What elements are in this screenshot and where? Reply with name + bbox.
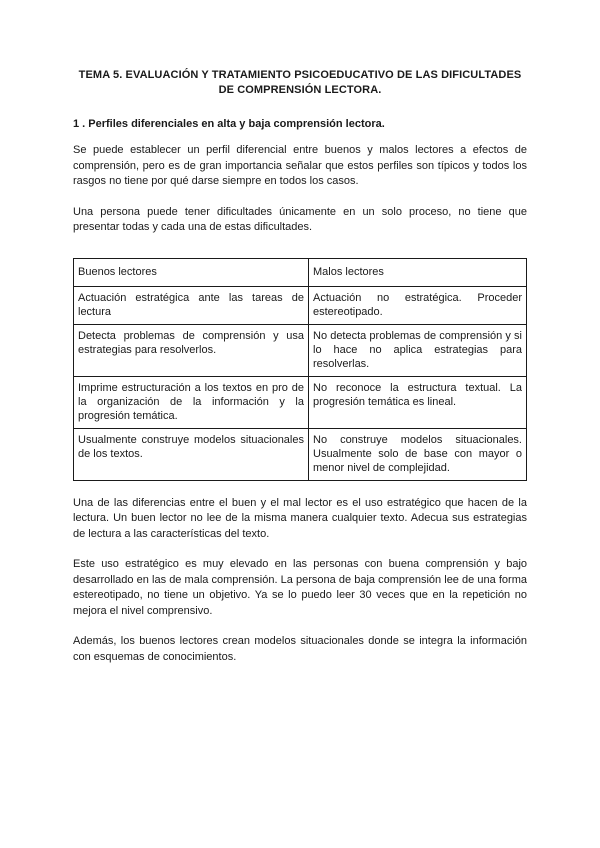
- table-cell-good: Usualmente construye modelos situacionales de los textos.: [74, 428, 309, 480]
- table-row: [74, 428, 527, 480]
- title-line-2: DE COMPRENSIÓN LECTORA.: [218, 84, 382, 96]
- table-cell-poor: Actuación no estratégica. Proceder estereotipado.: [309, 286, 527, 324]
- document-title: [73, 68, 527, 98]
- document-page: [73, 68, 527, 680]
- table-cell-poor: No reconoce la estructura textual. La progresión temática es lineal.: [309, 376, 527, 428]
- table-cell-poor: No construye modelos situacionales. Usualmente solo de base con mayor o menor nivel de complejidad.: [309, 428, 527, 480]
- table-row: [74, 324, 527, 376]
- table-header-row: [74, 258, 527, 286]
- reader-profiles-table: [73, 258, 527, 481]
- table-row: [74, 376, 527, 428]
- header-good-readers: Buenos lectores: [74, 258, 309, 286]
- paragraph-comprehension-levels: Este uso estratégico es muy elevado en las personas con buena comprensión y bajo desarrollado en las de mala comprensión. La persona de baja comprensión lee de una forma estereotipado, no tiene un objetivo. Ya se lo puedo leer 30 veces que en la repetición no mejora el nivel comprensivo.: [73, 558, 527, 617]
- paragraph-intro: Se puede establecer un perfil diferencial entre buenos y malos lectores a efectos de comprensión, pero es de gran importancia señalar que estos perfiles son típicos y todos los rasgos no tiene por qué darse siempre en todos los casos.: [73, 144, 527, 187]
- header-poor-readers: Malos lectores: [309, 258, 527, 286]
- table-cell-good: Actuación estratégica ante las tareas de lectura: [74, 286, 309, 324]
- paragraph-situational-models: Además, los buenos lectores crean modelos situacionales donde se integra la información con esquemas de conocimientos.: [73, 635, 527, 663]
- table-cell-good: Detecta problemas de comprensión y usa estrategias para resolverlos.: [74, 324, 309, 376]
- paragraph-single-process: Una persona puede tener dificultades únicamente en un solo proceso, no tiene que presentar todas y cada una de estas dificultades.: [73, 205, 527, 233]
- title-line-1: TEMA 5. EVALUACIÓN Y TRATAMIENTO PSICOEDUCATIVO DE LAS DIFICULTADES: [78, 69, 522, 81]
- table-cell-good: Imprime estructuración a los textos en pro de la organización de la información y la progresión temática.: [74, 376, 309, 428]
- table-row: [74, 286, 527, 324]
- section-heading: 1 . Perfiles diferenciales en alta y baja comprensión lectora.: [73, 118, 385, 130]
- paragraph-strategic-use: Una de las diferencias entre el buen y el mal lector es el uso estratégico que hacen de la lectura. Un buen lector no lee de la misma manera cualquier texto. Adecua sus estrategias de lectura a las características del texto.: [73, 496, 527, 540]
- table-cell-poor: No detecta problemas de comprensión y si lo hace no aplica estrategias para resolverlas.: [309, 324, 527, 376]
